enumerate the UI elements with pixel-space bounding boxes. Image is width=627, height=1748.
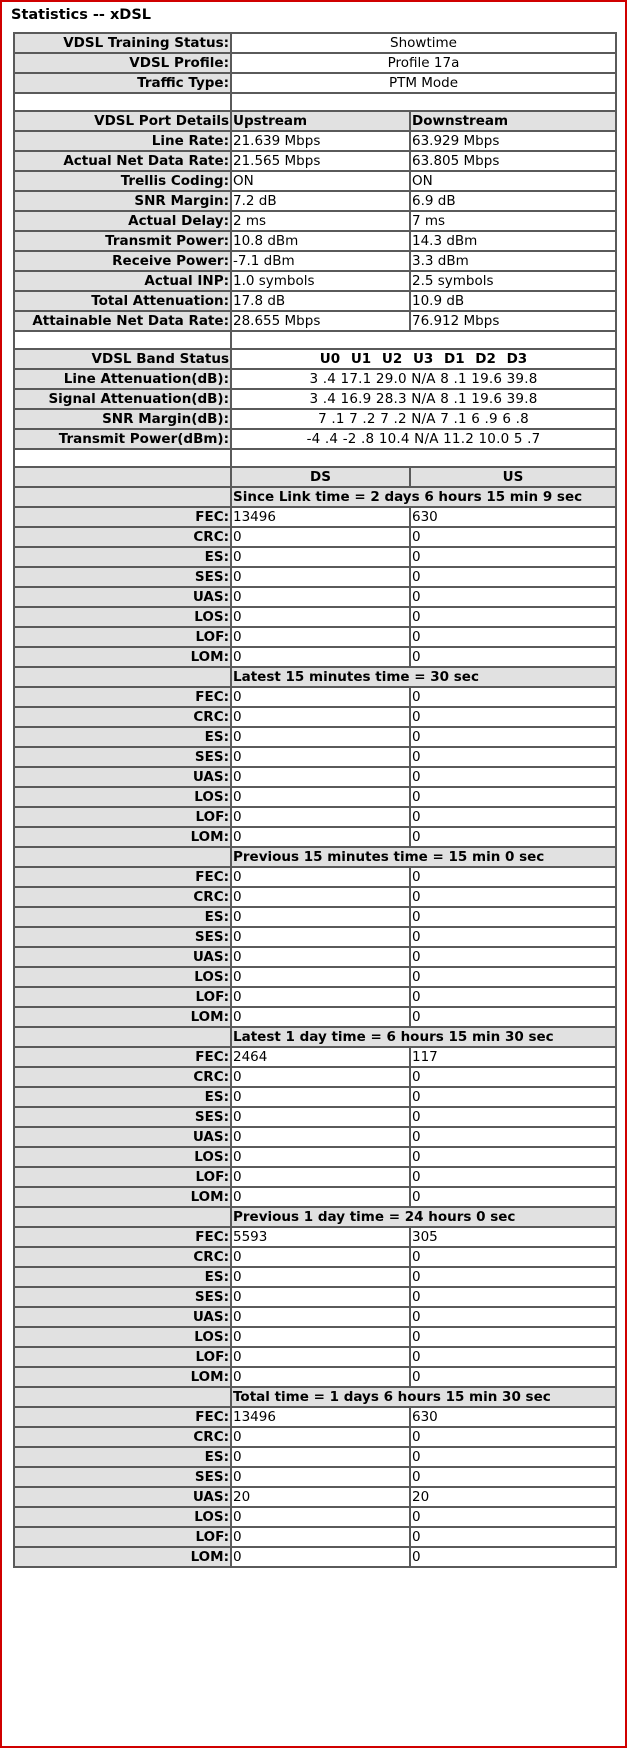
counter-label: LOF: [14, 987, 231, 1007]
counters-header-row [14, 467, 616, 487]
us-counter-value: 0 [410, 627, 616, 647]
counter-label: SES: [14, 927, 231, 947]
us-counter-value: 0 [410, 747, 616, 767]
counter-row [14, 727, 616, 747]
us-counter-value: 0 [410, 827, 616, 847]
counter-label: SES: [14, 1467, 231, 1487]
counter-section-header-row [14, 1387, 616, 1407]
band-status-header-row [14, 349, 616, 369]
us-counter-value: 0 [410, 1327, 616, 1347]
counter-label: ES: [14, 727, 231, 747]
upstream-value: 28.655 Mbps [231, 311, 410, 331]
us-counter-value: 0 [410, 1067, 616, 1087]
counter-label: CRC: [14, 1427, 231, 1447]
ds-counter-value: 0 [231, 1187, 410, 1207]
ds-counter-value: 2464 [231, 1047, 410, 1067]
us-counter-value: 0 [410, 947, 616, 967]
counter-section-label-blank [14, 1027, 231, 1047]
us-counter-value: 0 [410, 1507, 616, 1527]
us-counter-value: 0 [410, 1287, 616, 1307]
us-counter-value: 0 [410, 1427, 616, 1447]
counter-row [14, 1007, 616, 1027]
upstream-value: 1.0 symbols [231, 271, 410, 291]
us-header: US [410, 467, 616, 487]
ds-counter-value: 0 [231, 1147, 410, 1167]
counter-label: LOS: [14, 607, 231, 627]
counter-row [14, 747, 616, 767]
counter-row [14, 1067, 616, 1087]
ds-counter-value: 0 [231, 1327, 410, 1347]
counter-row [14, 1407, 616, 1427]
counter-label: LOS: [14, 967, 231, 987]
counter-label: CRC: [14, 1247, 231, 1267]
ds-counter-value: 0 [231, 1527, 410, 1547]
ds-counter-value: 0 [231, 987, 410, 1007]
counter-label: UAS: [14, 1487, 231, 1507]
counter-label: LOS: [14, 1147, 231, 1167]
ds-counter-value: 0 [231, 747, 410, 767]
us-counter-value: 0 [410, 1247, 616, 1267]
us-counter-value: 0 [410, 727, 616, 747]
downstream-value: ON [410, 171, 616, 191]
us-counter-value: 0 [410, 1007, 616, 1027]
counter-row [14, 927, 616, 947]
ds-counter-value: 0 [231, 867, 410, 887]
ds-counter-value: 0 [231, 907, 410, 927]
counter-label: LOS: [14, 1327, 231, 1347]
counter-section-header-row [14, 847, 616, 867]
port-detail-label: Trellis Coding: [14, 171, 231, 191]
profile-row [14, 53, 616, 73]
counter-label: LOF: [14, 1527, 231, 1547]
downstream-value: 10.9 dB [410, 291, 616, 311]
counter-label: SES: [14, 747, 231, 767]
counter-label: FEC: [14, 867, 231, 887]
us-counter-value: 0 [410, 807, 616, 827]
upstream-value: 17.8 dB [231, 291, 410, 311]
counter-label: UAS: [14, 1307, 231, 1327]
us-counter-value: 0 [410, 1107, 616, 1127]
port-detail-label: Transmit Power: [14, 231, 231, 251]
counter-label: LOS: [14, 787, 231, 807]
us-counter-value: 0 [410, 1167, 616, 1187]
counter-label: LOF: [14, 1167, 231, 1187]
counter-row [14, 607, 616, 627]
counter-row [14, 1347, 616, 1367]
port-detail-label: Attainable Net Data Rate: [14, 311, 231, 331]
port-detail-row [14, 131, 616, 151]
counters-header-blank [14, 467, 231, 487]
ds-counter-value: 0 [231, 1007, 410, 1027]
counter-label: FEC: [14, 507, 231, 527]
counter-row [14, 827, 616, 847]
ds-counter-value: 0 [231, 827, 410, 847]
ds-counter-value: 0 [231, 887, 410, 907]
counter-section-label-blank [14, 1207, 231, 1227]
band-status-values: -4 .4 -2 .8 10.4 N/A 11.2 10.0 5 .7 [231, 429, 616, 449]
us-counter-value: 0 [410, 647, 616, 667]
counter-row [14, 1327, 616, 1347]
ds-counter-value: 0 [231, 547, 410, 567]
counter-row [14, 647, 616, 667]
counter-label: ES: [14, 1267, 231, 1287]
band-status-values: 7 .1 7 .2 7 .2 N/A 7 .1 6 .9 6 .8 [231, 409, 616, 429]
us-counter-value: 117 [410, 1047, 616, 1067]
counter-label: LOM: [14, 1367, 231, 1387]
upstream-value: 10.8 dBm [231, 231, 410, 251]
spacer-cell [14, 331, 231, 349]
port-detail-row [14, 191, 616, 211]
upstream-value: ON [231, 171, 410, 191]
counter-section-label-blank [14, 667, 231, 687]
ds-counter-value: 5593 [231, 1227, 410, 1247]
downstream-header: Downstream [410, 111, 616, 131]
counter-row [14, 1427, 616, 1447]
ds-header: DS [231, 467, 410, 487]
counter-label: ES: [14, 1087, 231, 1107]
ds-counter-value: 0 [231, 1307, 410, 1327]
counter-label: LOM: [14, 827, 231, 847]
spacer-cell [231, 449, 616, 467]
counter-row [14, 1447, 616, 1467]
ds-counter-value: 0 [231, 1447, 410, 1467]
counter-label: LOF: [14, 627, 231, 647]
ds-counter-value: 0 [231, 1507, 410, 1527]
us-counter-value: 0 [410, 767, 616, 787]
spacer-row [14, 449, 616, 467]
ds-counter-value: 13496 [231, 507, 410, 527]
us-counter-value: 0 [410, 887, 616, 907]
counter-label: ES: [14, 1447, 231, 1467]
us-counter-value: 0 [410, 1307, 616, 1327]
port-details-header-label: VDSL Port Details [14, 111, 231, 131]
ds-counter-value: 0 [231, 1107, 410, 1127]
counter-label: ES: [14, 907, 231, 927]
us-counter-value: 0 [410, 1547, 616, 1567]
counter-label: SES: [14, 1107, 231, 1127]
spacer-cell [14, 449, 231, 467]
counter-label: FEC: [14, 1407, 231, 1427]
port-detail-row [14, 251, 616, 271]
spacer-cell [231, 331, 616, 349]
us-counter-value: 0 [410, 987, 616, 1007]
port-detail-row [14, 311, 616, 331]
counter-row [14, 867, 616, 887]
ds-counter-value: 20 [231, 1487, 410, 1507]
band-status-values: 3 .4 16.9 28.3 N/A 8 .1 19.6 39.8 [231, 389, 616, 409]
port-detail-label: Total Attenuation: [14, 291, 231, 311]
traffic-type-label: Traffic Type: [14, 73, 231, 93]
counter-section-title: Previous 1 day time = 24 hours 0 sec [231, 1207, 616, 1227]
counter-label: FEC: [14, 1047, 231, 1067]
counter-section-title: Latest 1 day time = 6 hours 15 min 30 sec [231, 1027, 616, 1047]
band-status-row [14, 369, 616, 389]
upstream-value: -7.1 dBm [231, 251, 410, 271]
counter-section-title: Latest 15 minutes time = 30 sec [231, 667, 616, 687]
ds-counter-value: 0 [231, 1367, 410, 1387]
us-counter-value: 0 [410, 707, 616, 727]
counter-label: FEC: [14, 1227, 231, 1247]
counter-row [14, 1047, 616, 1067]
ds-counter-value: 0 [231, 1127, 410, 1147]
downstream-value: 6.9 dB [410, 191, 616, 211]
us-counter-value: 0 [410, 1447, 616, 1467]
counter-row [14, 1167, 616, 1187]
us-counter-value: 0 [410, 1367, 616, 1387]
traffic-type-row [14, 73, 616, 93]
us-counter-value: 0 [410, 527, 616, 547]
counter-label: FEC: [14, 687, 231, 707]
upstream-value: 2 ms [231, 211, 410, 231]
ds-counter-value: 0 [231, 647, 410, 667]
ds-counter-value: 0 [231, 1347, 410, 1367]
ds-counter-value: 0 [231, 1547, 410, 1567]
counter-section-header-row [14, 667, 616, 687]
upstream-header: Upstream [231, 111, 410, 131]
us-counter-value: 0 [410, 1527, 616, 1547]
counter-label: LOS: [14, 1507, 231, 1527]
counter-label: LOF: [14, 807, 231, 827]
counter-section-title: Since Link time = 2 days 6 hours 15 min 9 sec [231, 487, 616, 507]
counter-section-title: Total time = 1 days 6 hours 15 min 30 sec [231, 1387, 616, 1407]
counter-row [14, 1187, 616, 1207]
ds-counter-value: 0 [231, 807, 410, 827]
port-detail-row [14, 231, 616, 251]
counter-row [14, 547, 616, 567]
downstream-value: 3.3 dBm [410, 251, 616, 271]
training-status-value: Showtime [231, 33, 616, 53]
band-status-values: 3 .4 17.1 29.0 N/A 8 .1 19.6 39.8 [231, 369, 616, 389]
counter-label: CRC: [14, 527, 231, 547]
port-detail-row [14, 291, 616, 311]
downstream-value: 76.912 Mbps [410, 311, 616, 331]
counter-row [14, 967, 616, 987]
port-detail-label: Actual Delay: [14, 211, 231, 231]
counter-section-label-blank [14, 1387, 231, 1407]
downstream-value: 7 ms [410, 211, 616, 231]
counter-row [14, 1287, 616, 1307]
traffic-type-value: PTM Mode [231, 73, 616, 93]
ds-counter-value: 0 [231, 527, 410, 547]
downstream-value: 63.929 Mbps [410, 131, 616, 151]
counter-row [14, 767, 616, 787]
us-counter-value: 0 [410, 687, 616, 707]
counter-label: LOM: [14, 1007, 231, 1027]
ds-counter-value: 0 [231, 627, 410, 647]
band-names-header: U0 U1 U2 U3 D1 D2 D3 [231, 349, 616, 369]
port-detail-row [14, 171, 616, 191]
ds-counter-value: 0 [231, 707, 410, 727]
us-counter-value: 0 [410, 1267, 616, 1287]
counter-row [14, 587, 616, 607]
us-counter-value: 630 [410, 507, 616, 527]
ds-counter-value: 0 [231, 967, 410, 987]
counter-section-header-row [14, 487, 616, 507]
ds-counter-value: 0 [231, 1427, 410, 1447]
ds-counter-value: 0 [231, 587, 410, 607]
port-detail-label: SNR Margin: [14, 191, 231, 211]
counter-label: LOM: [14, 1187, 231, 1207]
band-status-label: Line Attenuation(dB): [14, 369, 231, 389]
band-status-label: SNR Margin(dB): [14, 409, 231, 429]
counter-label: SES: [14, 567, 231, 587]
ds-counter-value: 0 [231, 787, 410, 807]
counter-row [14, 1227, 616, 1247]
counter-row [14, 527, 616, 547]
ds-counter-value: 0 [231, 927, 410, 947]
counter-row [14, 1267, 616, 1287]
us-counter-value: 630 [410, 1407, 616, 1427]
counter-row [14, 687, 616, 707]
port-details-header-row [14, 111, 616, 131]
ds-counter-value: 0 [231, 1467, 410, 1487]
counter-row [14, 507, 616, 527]
ds-counter-value: 13496 [231, 1407, 410, 1427]
ds-counter-value: 0 [231, 567, 410, 587]
xdsl-statistics-table [13, 32, 617, 1568]
us-counter-value: 0 [410, 1147, 616, 1167]
ds-counter-value: 0 [231, 767, 410, 787]
us-counter-value: 0 [410, 607, 616, 627]
us-counter-value: 305 [410, 1227, 616, 1247]
ds-counter-value: 0 [231, 687, 410, 707]
port-detail-label: Actual INP: [14, 271, 231, 291]
counter-row [14, 1487, 616, 1507]
us-counter-value: 0 [410, 1087, 616, 1107]
counter-row [14, 567, 616, 587]
port-detail-label: Actual Net Data Rate: [14, 151, 231, 171]
port-detail-label: Receive Power: [14, 251, 231, 271]
upstream-value: 21.639 Mbps [231, 131, 410, 151]
counter-label: CRC: [14, 887, 231, 907]
counter-row [14, 787, 616, 807]
us-counter-value: 0 [410, 1347, 616, 1367]
downstream-value: 63.805 Mbps [410, 151, 616, 171]
upstream-value: 7.2 dB [231, 191, 410, 211]
counter-label: CRC: [14, 707, 231, 727]
counter-section-header-row [14, 1027, 616, 1047]
us-counter-value: 0 [410, 567, 616, 587]
ds-counter-value: 0 [231, 727, 410, 747]
ds-counter-value: 0 [231, 1287, 410, 1307]
counter-label: ES: [14, 547, 231, 567]
counter-row [14, 1467, 616, 1487]
ds-counter-value: 0 [231, 607, 410, 627]
counter-row [14, 907, 616, 927]
counter-label: UAS: [14, 1127, 231, 1147]
band-status-header-label: VDSL Band Status [14, 349, 231, 369]
band-status-row [14, 409, 616, 429]
counter-row [14, 1547, 616, 1567]
counter-row [14, 807, 616, 827]
counter-row [14, 707, 616, 727]
band-status-row [14, 429, 616, 449]
us-counter-value: 0 [410, 547, 616, 567]
counter-row [14, 1107, 616, 1127]
downstream-value: 2.5 symbols [410, 271, 616, 291]
downstream-value: 14.3 dBm [410, 231, 616, 251]
counter-row [14, 1527, 616, 1547]
training-status-row [14, 33, 616, 53]
counter-row [14, 1507, 616, 1527]
us-counter-value: 0 [410, 587, 616, 607]
port-detail-row [14, 151, 616, 171]
us-counter-value: 0 [410, 1187, 616, 1207]
us-counter-value: 0 [410, 927, 616, 947]
profile-label: VDSL Profile: [14, 53, 231, 73]
counter-label: UAS: [14, 767, 231, 787]
counter-label: SES: [14, 1287, 231, 1307]
profile-value: Profile 17a [231, 53, 616, 73]
us-counter-value: 0 [410, 867, 616, 887]
counter-label: LOM: [14, 647, 231, 667]
port-detail-row [14, 211, 616, 231]
spacer-cell [14, 93, 231, 111]
counter-row [14, 1127, 616, 1147]
counter-row [14, 1367, 616, 1387]
xdsl-statistics-body [14, 33, 616, 1567]
us-counter-value: 0 [410, 1127, 616, 1147]
counter-row [14, 987, 616, 1007]
counter-section-title: Previous 15 minutes time = 15 min 0 sec [231, 847, 616, 867]
port-detail-label: Line Rate: [14, 131, 231, 151]
spacer-row [14, 93, 616, 111]
us-counter-value: 0 [410, 967, 616, 987]
spacer-cell [231, 93, 616, 111]
counter-row [14, 887, 616, 907]
ds-counter-value: 0 [231, 1167, 410, 1187]
band-status-label: Signal Attenuation(dB): [14, 389, 231, 409]
counter-row [14, 627, 616, 647]
counter-row [14, 1087, 616, 1107]
counter-label: LOF: [14, 1347, 231, 1367]
us-counter-value: 0 [410, 907, 616, 927]
upstream-value: 21.565 Mbps [231, 151, 410, 171]
counter-label: LOM: [14, 1547, 231, 1567]
ds-counter-value: 0 [231, 1247, 410, 1267]
counter-label: UAS: [14, 587, 231, 607]
training-status-label: VDSL Training Status: [14, 33, 231, 53]
port-detail-row [14, 271, 616, 291]
ds-counter-value: 0 [231, 1087, 410, 1107]
ds-counter-value: 0 [231, 1067, 410, 1087]
counter-row [14, 1147, 616, 1167]
counter-section-header-row [14, 1207, 616, 1227]
us-counter-value: 20 [410, 1487, 616, 1507]
spacer-row [14, 331, 616, 349]
counter-section-label-blank [14, 487, 231, 507]
band-status-row [14, 389, 616, 409]
counter-row [14, 947, 616, 967]
ds-counter-value: 0 [231, 947, 410, 967]
us-counter-value: 0 [410, 1467, 616, 1487]
counter-row [14, 1247, 616, 1267]
counter-row [14, 1307, 616, 1327]
counter-label: CRC: [14, 1067, 231, 1087]
counter-section-label-blank [14, 847, 231, 867]
page-title: Statistics -- xDSL [11, 7, 152, 23]
band-status-label: Transmit Power(dBm): [14, 429, 231, 449]
us-counter-value: 0 [410, 787, 616, 807]
ds-counter-value: 0 [231, 1267, 410, 1287]
counter-label: UAS: [14, 947, 231, 967]
